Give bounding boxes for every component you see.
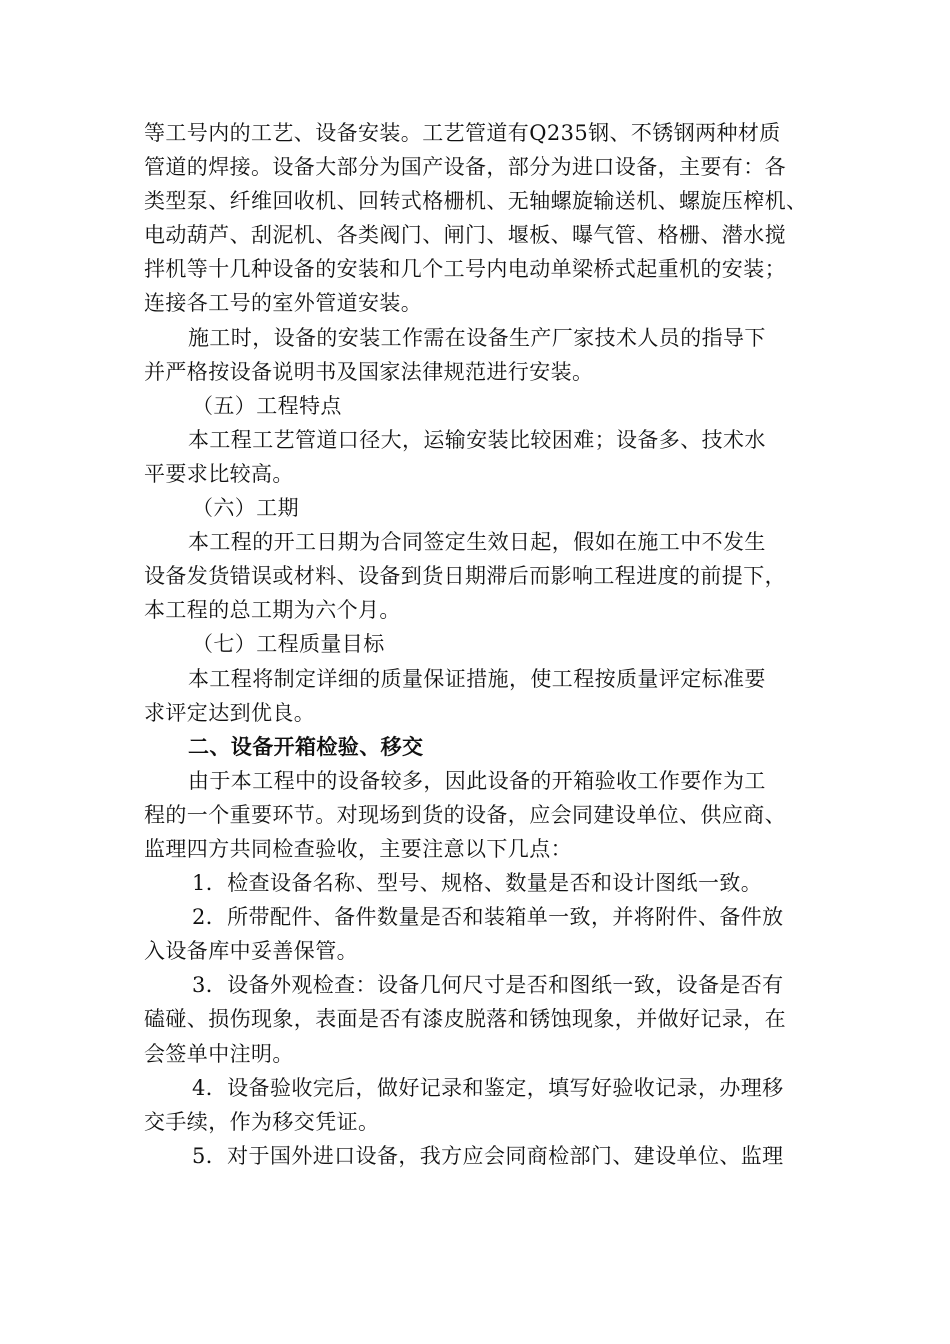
list-item-line: 入设备库中妥善保管。	[144, 939, 358, 964]
paragraph-line: 类型泵、纤维回收机、回转式格栅机、无轴螺旋输送机、螺旋压榨机、	[144, 189, 808, 214]
paragraph-line: 监理四方共同检查验收，主要注意以下几点：	[144, 836, 572, 861]
paragraph-line: 本工程的总工期为六个月。	[144, 598, 401, 623]
paragraph-line: 平要求比较高。	[144, 461, 294, 486]
list-item-line: 会签单中注明。	[144, 1041, 294, 1066]
paragraph-line: 本工程的开工日期为合同签定生效日起，假如在施工中不发生	[188, 530, 766, 555]
list-item-line: 2．所带配件、备件数量是否和装箱单一致，并将附件、备件放	[192, 905, 784, 930]
subsection-heading: （七）工程质量目标	[192, 632, 385, 657]
list-item-line: 5．对于国外进口设备，我方应会同商检部门、建设单位、监理	[192, 1143, 784, 1168]
paragraph-line: 并严格按设备说明书及国家法律规范进行安装。	[144, 359, 594, 384]
paragraph-line: 程的一个重要环节。对现场到货的设备，应会同建设单位、供应商、	[144, 802, 786, 827]
paragraph-line: 拌机等十几种设备的安装和几个工号内电动单梁桥式起重机的安装；	[144, 257, 786, 282]
list-item-line: 1．检查设备名称、型号、规格、数量是否和设计图纸一致。	[192, 871, 763, 896]
subsection-heading: （六）工期	[192, 496, 299, 521]
paragraph-line: 求评定达到优良。	[144, 700, 316, 725]
document-body	[144, 116, 834, 1173]
paragraph-line: 本工程将制定详细的质量保证措施，使工程按质量评定标准要	[188, 666, 766, 691]
list-item-line: 磕碰、损伤现象，表面是否有漆皮脱落和锈蚀现象，并做好记录，在	[144, 1007, 786, 1032]
list-item-line: 3．设备外观检查：设备几何尺寸是否和图纸一致，设备是否有	[192, 973, 784, 998]
paragraph-line: 本工程工艺管道口径大，运输安装比较困难；设备多、技术水	[188, 427, 766, 452]
section-heading: 二、设备开箱检验、移交	[188, 733, 424, 759]
paragraph-line: 施工时，设备的安装工作需在设备生产厂家技术人员的指导下	[188, 325, 766, 350]
subsection-heading: （五）工程特点	[192, 393, 342, 418]
paragraph-line: 等工号内的工艺、设备安装。工艺管道有Q235钢、不锈钢两种材质	[144, 121, 781, 145]
list-item-line: 4．设备验收完后，做好记录和鉴定，填写好验收记录，办理移	[192, 1075, 784, 1100]
paragraph-line: 连接各工号的室外管道安装。	[144, 291, 423, 316]
paragraph-line: 设备发货错误或材料、设备到货日期滞后而影响工程进度的前提下，	[144, 564, 786, 589]
list-item-line: 交手续，作为移交凭证。	[144, 1109, 380, 1134]
paragraph-line: 管道的焊接。设备大部分为国产设备，部分为进口设备，主要有：各	[144, 155, 786, 180]
paragraph-line: 电动葫芦、刮泥机、各类阀门、闸门、堰板、曝气管、格栅、潜水搅	[144, 223, 786, 248]
paragraph-line: 由于本工程中的设备较多，因此设备的开箱验收工作要作为工	[188, 768, 766, 793]
